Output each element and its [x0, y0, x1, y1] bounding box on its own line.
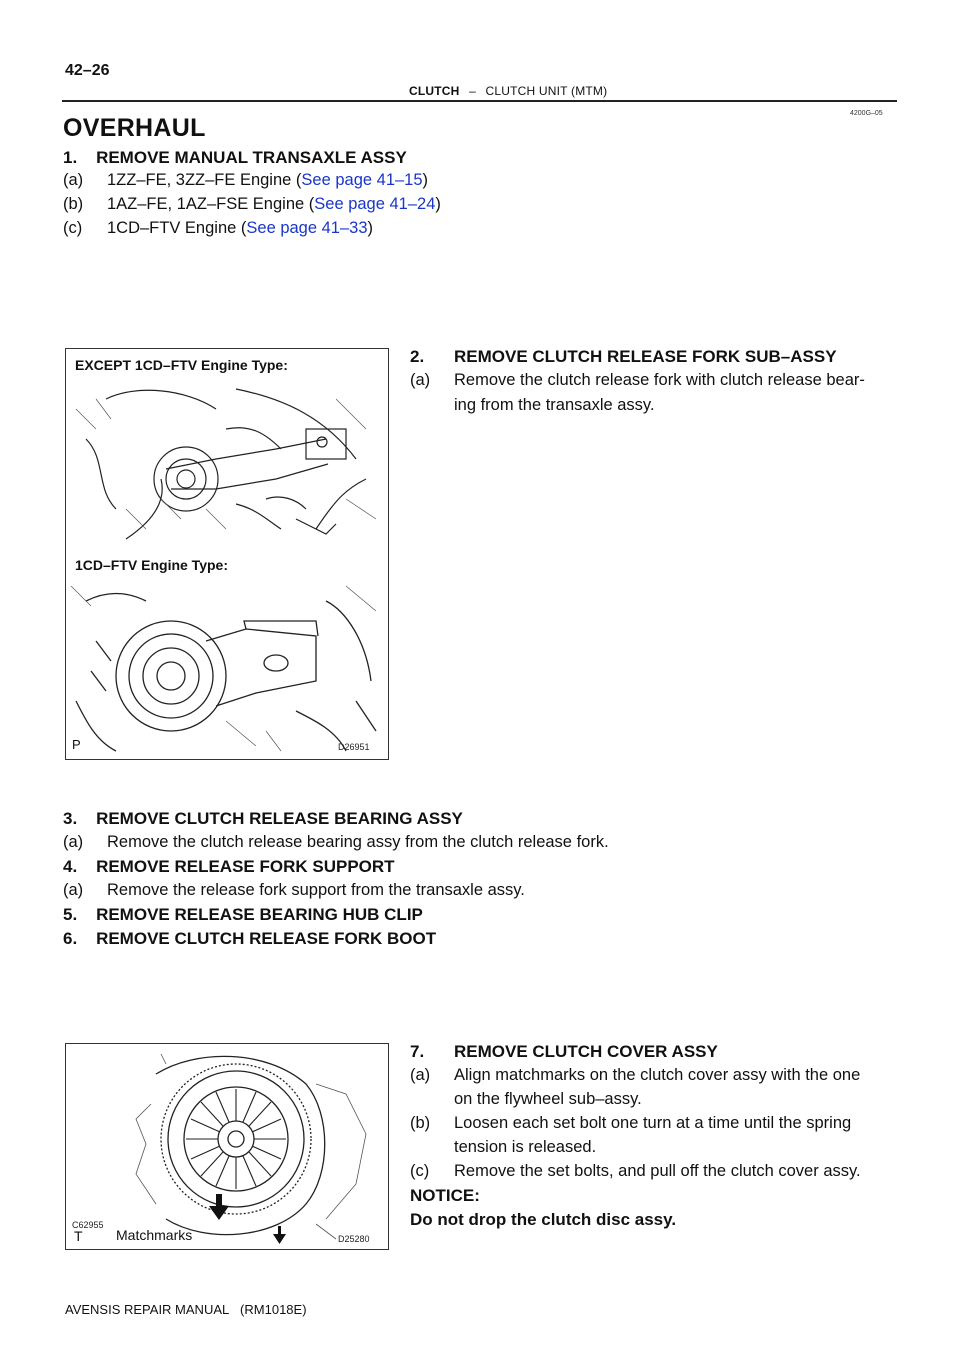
- step-1b-close: ): [435, 195, 441, 213]
- release-fork-illustration-bottom: [66, 581, 388, 756]
- step-7a: [410, 1066, 860, 1085]
- figure-code: D26951: [338, 742, 370, 752]
- step-2-title: REMOVE CLUTCH RELEASE FORK SUB–ASSY: [454, 347, 837, 366]
- release-fork-illustration-top: [66, 379, 388, 564]
- step-1b-text: 1AZ–FE, 1AZ–FSE Engine (: [107, 195, 315, 213]
- step-2a-line2: ing from the transaxle assy.: [454, 396, 655, 414]
- notice-label: NOTICE:: [410, 1186, 480, 1205]
- step-3a-label: (a): [63, 833, 84, 851]
- figure-caption-except: EXCEPT 1CD–FTV Engine Type:: [75, 357, 288, 373]
- figure-caption-1cd: 1CD–FTV Engine Type:: [75, 557, 228, 573]
- step-7a-line1: Align matchmarks on the clutch cover assy with the one: [454, 1066, 861, 1084]
- step-1b-link[interactable]: See page 41–24: [314, 195, 436, 213]
- step-1a-close: ): [422, 171, 429, 189]
- step-7-number: 7.: [410, 1042, 425, 1061]
- step-3-heading: 3. REMOVE CLUTCH RELEASE BEARING ASSY: [63, 809, 463, 828]
- step-7c-text: Remove the set bolts, and pull off the clutch cover assy.: [454, 1162, 861, 1180]
- diaphragm-fingers: [186, 1089, 286, 1189]
- doc-code: 4200G–05: [850, 110, 883, 117]
- figure2-corner-mark: T: [74, 1228, 83, 1244]
- figure2-code: D25280: [338, 1234, 370, 1244]
- step-5-heading: 5. REMOVE RELEASE BEARING HUB CLIP: [63, 905, 423, 924]
- header-separator: –: [469, 84, 476, 98]
- step-2-number: 2.: [410, 347, 425, 366]
- step-1a-text: 1ZZ–FE, 3ZZ–FE Engine (: [107, 171, 302, 189]
- step-3a: [63, 833, 609, 852]
- footer-manual-id: AVENSIS REPAIR MANUAL (RM1018E): [65, 1302, 307, 1317]
- step-7a-line2: on the flywheel sub–assy.: [454, 1090, 642, 1108]
- step-4-heading: 4. REMOVE RELEASE FORK SUPPORT: [63, 857, 395, 876]
- step-7b: [410, 1114, 851, 1133]
- step-7b-line1: Loosen each set bolt one turn at a time until the spring: [454, 1114, 852, 1132]
- step-2a-label: (a): [410, 371, 431, 389]
- step-4a-label: (a): [63, 881, 84, 899]
- header-rule: [62, 100, 897, 102]
- step-1c-text: 1CD–FTV Engine (: [107, 219, 247, 237]
- step-4a-text: Remove the release fork support from the transaxle assy.: [107, 881, 525, 899]
- step-1a-label: (a): [63, 171, 84, 189]
- step-1b: [63, 195, 441, 214]
- step-4a: [63, 881, 525, 900]
- step-7b-line2: tension is released.: [454, 1138, 597, 1156]
- notice-text: Do not drop the clutch disc assy.: [410, 1210, 677, 1229]
- clutch-cover-illustration: [66, 1044, 388, 1249]
- figure-release-fork: [65, 348, 389, 760]
- step-7a-label: (a): [410, 1066, 431, 1084]
- step-7c-label: (c): [410, 1162, 430, 1180]
- header-section: CLUTCH: [409, 84, 460, 98]
- step-1c-close: ): [367, 219, 374, 237]
- header-subsection: CLUTCH UNIT (MTM): [485, 84, 608, 98]
- figure-corner-mark: P: [72, 737, 81, 752]
- step-1-heading: 1. REMOVE MANUAL TRANSAXLE ASSY: [63, 148, 407, 167]
- step-6-heading: 6. REMOVE CLUTCH RELEASE FORK BOOT: [63, 929, 437, 948]
- step-3a-text: Remove the clutch release bearing assy from the clutch release fork.: [107, 833, 609, 851]
- step-2a: [410, 371, 865, 390]
- step-7-title: REMOVE CLUTCH COVER ASSY: [454, 1042, 718, 1061]
- step-1a-link[interactable]: See page 41–15: [301, 171, 423, 189]
- step-1c-link[interactable]: See page 41–33: [246, 219, 368, 237]
- step-1b-label: (b): [63, 195, 84, 213]
- figure2-label-matchmarks: Matchmarks: [116, 1227, 193, 1243]
- step-7-heading: [410, 1042, 718, 1062]
- header-title: [409, 84, 607, 98]
- step-7c: [410, 1162, 861, 1181]
- step-7b-label: (b): [410, 1114, 431, 1132]
- page-number: 42–26: [65, 62, 110, 79]
- step-1c: [63, 219, 373, 238]
- matchmark-arrows: [209, 1194, 286, 1244]
- page-title: OVERHAUL: [63, 114, 206, 142]
- figure-clutch-cover: [65, 1043, 389, 1250]
- step-1a: [63, 171, 428, 190]
- figure2-old-code: C62955: [72, 1220, 104, 1230]
- step-2-heading: [410, 347, 837, 367]
- step-1c-label: (c): [63, 219, 83, 237]
- step-2a-line1: Remove the clutch release fork with clutch release bear-: [454, 371, 865, 389]
